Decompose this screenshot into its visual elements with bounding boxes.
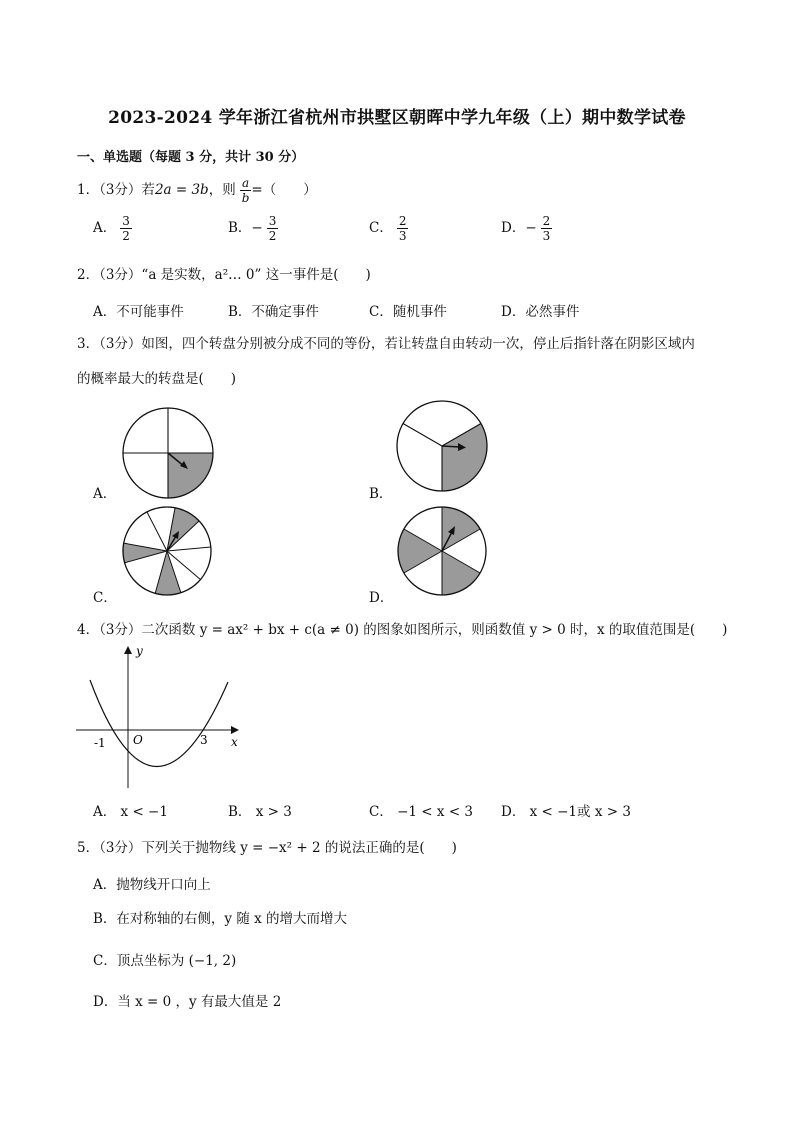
q1-fraction (240, 176, 252, 205)
q2-option-b[interactable]: B．不确定事件 (228, 304, 319, 320)
q3-option-c[interactable]: C． (93, 590, 117, 606)
q1-option-a[interactable] (93, 214, 132, 243)
option-label: C． (369, 220, 393, 236)
question-1 (77, 176, 317, 205)
q3-option-a[interactable]: A． (93, 486, 117, 502)
option-label: A． (93, 220, 117, 236)
spinner-c-shaded-sector (155, 551, 181, 595)
frac-num: 2 (542, 214, 551, 228)
option-sign: − (251, 220, 263, 236)
question-3-line-1: 3．（3分）如图，四个转盘分别被分成不同的等份，若让转盘自由转动一次，停止后指针落在阴影区域内 (77, 336, 695, 352)
option-label: D． (501, 220, 526, 236)
frac-den: 2 (268, 229, 277, 243)
q5-option-b[interactable]: B．在对称轴的右侧，y 随 x 的增大而增大 (93, 911, 348, 927)
frac-den: 3 (542, 229, 551, 243)
q5-option-c[interactable]: C．顶点坐标为 (−1, 2) (93, 953, 237, 969)
x-axis-label: x (231, 735, 238, 749)
frac-num: 3 (122, 214, 130, 228)
question-4: 4．（3分）二次函数 y = ax² + bx + c(a ≠ 0) 的图象如图所示，则函数值 y > 0 时，x 的取值范围是( ) (77, 622, 728, 638)
option-sign: − (525, 220, 537, 236)
spinner-d (394, 503, 490, 599)
frac-num: 3 (268, 214, 277, 228)
q2-option-a[interactable]: A．不可能事件 (93, 304, 184, 320)
parabola-curve (90, 680, 228, 767)
option-fraction (397, 214, 409, 243)
frac-den: 3 (398, 229, 407, 243)
y-axis-label: y (136, 644, 143, 658)
q2-option-c[interactable]: C．随机事件 (369, 304, 447, 320)
q1-option-b[interactable] (228, 214, 278, 243)
option-label: B． (228, 220, 252, 236)
q1-option-d[interactable] (501, 214, 552, 243)
root-label-right: 3 (200, 733, 208, 747)
q5-option-a[interactable]: A．抛物线开口向上 (93, 877, 211, 893)
q4-option-b[interactable]: B． x > 3 (228, 804, 292, 820)
q3-option-b[interactable]: B． (369, 486, 393, 502)
spinner-d-shaded-sector (442, 507, 480, 551)
section-heading: 一、单选题（每题 3 分，共计 30 分） (77, 150, 305, 165)
spinner-d-shaded-sector (398, 529, 442, 573)
q4-option-a[interactable]: A． x < −1 (93, 804, 168, 820)
spinner-a (118, 403, 218, 503)
q2-option-d[interactable]: D．必然事件 (501, 304, 580, 320)
root-label-left: -1 (94, 736, 106, 750)
question-2: 2．（3分）“a 是实数，a²… 0” 这一事件是( ) (77, 267, 371, 283)
spinner-c-shaded-sector (167, 508, 199, 551)
option-fraction (120, 214, 132, 243)
q5-option-d[interactable]: D．当 x = 0 ，y 有最大值是 2 (93, 994, 282, 1010)
spinner-d-shaded-sector (442, 551, 480, 595)
spinner-b-pointer (442, 446, 460, 447)
spinner-c (119, 503, 215, 599)
origin-label: O (133, 733, 143, 747)
q1-prefix: 1．（3分）若 (77, 182, 155, 198)
q4-option-d[interactable]: D． x < −1或 x > 3 (501, 804, 631, 820)
spinner-b-divider (403, 424, 442, 447)
q1-frac-num: a (240, 176, 252, 191)
q1-mid: ，则 (208, 182, 236, 198)
frac-den: 2 (122, 229, 130, 243)
question-5: 5．（3分）下列关于抛物线 y = −x² + 2 的说法正确的是( ) (77, 840, 457, 856)
q1-option-c[interactable] (369, 214, 408, 243)
q1-frac-den: b (241, 191, 250, 205)
question-3-line-2: 的概率最大的转盘是( ) (77, 371, 237, 387)
spinner-b (392, 396, 492, 496)
option-fraction (267, 214, 279, 243)
q4-option-c[interactable]: C． −1 < x < 3 (369, 804, 474, 820)
q1-condition: 2a = 3b (154, 182, 209, 198)
q3-option-d[interactable]: D． (369, 590, 394, 606)
q1-suffix: =（ ） (251, 182, 317, 198)
frac-num: 2 (398, 214, 407, 228)
page-title: 2023-2024 学年浙江省杭州市拱墅区朝晖中学九年级（上）期中数学试卷 (108, 108, 686, 128)
option-fraction (541, 214, 553, 243)
q4-parabola-graph (74, 642, 249, 792)
